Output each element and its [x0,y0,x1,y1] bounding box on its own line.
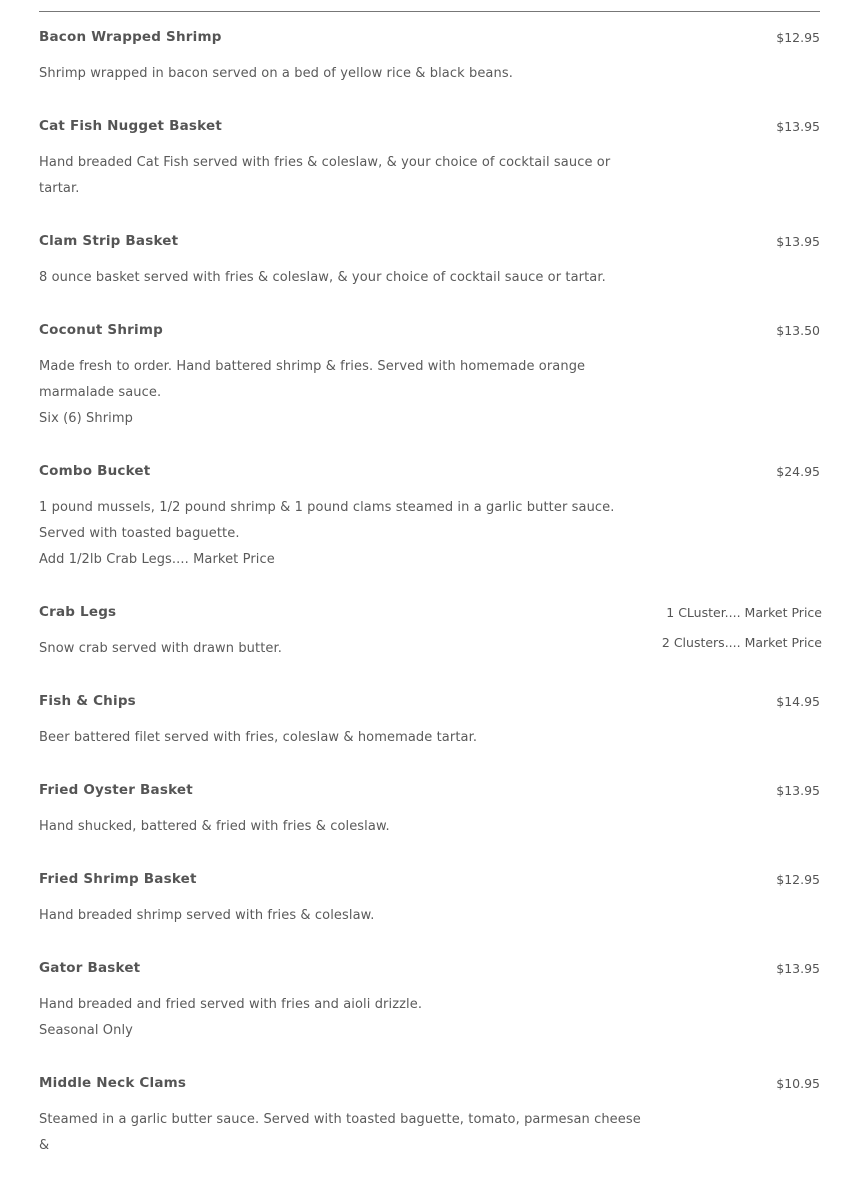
menu-item [39,28,820,87]
item-description-addon: Add 1/2lb Crab Legs.... Market Price [39,552,275,567]
item-price: $13.50 [776,323,820,338]
item-price: $10.95 [776,1076,820,1091]
item-price: $13.95 [776,783,820,798]
menu-item [39,781,820,840]
item-description: 1 pound mussels, 1/2 pound shrimp & 1 pound clams steamed in a garlic butter sauce. [39,500,615,515]
menu-item [39,603,820,662]
item-description: Shrimp wrapped in bacon served on a bed of yellow rice & black beans. [39,66,513,81]
menu-item [39,692,820,751]
item-name: Clam Strip Basket [39,233,179,249]
item-name: Crab Legs [39,604,117,620]
item-description: Beer battered filet served with fries, coleslaw & homemade tartar. [39,730,478,745]
menu-item [39,462,820,573]
item-price: $13.95 [776,119,820,134]
item-description: Made fresh to order. Hand battered shrimp & fries. Served with homemade orange marmalade sauce. [39,359,586,400]
item-description-note: Seasonal Only [39,1023,133,1038]
menu-list [39,28,820,1189]
item-name: Coconut Shrimp [39,322,163,338]
item-name: Middle Neck Clams [39,1075,187,1091]
item-name: Cat Fish Nugget Basket [39,118,222,134]
item-price: $12.95 [776,872,820,887]
item-price-options [662,603,822,663]
item-name: Fried Shrimp Basket [39,871,197,887]
item-name: Gator Basket [39,960,141,976]
item-price: $14.95 [776,694,820,709]
price-option: 1 CLuster.... Market Price [666,605,822,620]
item-description: Hand breaded shrimp served with fries & coleslaw. [39,908,375,923]
menu-item [39,321,820,432]
price-option: 2 Clusters.... Market Price [661,635,822,650]
item-description: Snow crab served with drawn butter. [39,641,282,656]
top-divider [39,11,820,12]
menu-item [39,232,820,291]
menu-item [39,1074,820,1159]
item-description: 8 ounce basket served with fries & coleslaw, & your choice of cocktail sauce or tartar. [39,270,606,285]
item-description: Hand breaded and fried served with fries and aioli drizzle. [39,997,423,1012]
item-description: Hand breaded Cat Fish served with fries & coleslaw, & your choice of cocktail sauce or tartar. [39,155,611,196]
menu-item [39,117,820,202]
item-price: $12.95 [776,30,820,45]
item-price: $13.95 [776,961,820,976]
menu-item [39,959,820,1044]
item-description-note: Six (6) Shrimp [39,411,133,426]
item-price: $24.95 [776,464,820,479]
menu-item [39,870,820,929]
item-name: Fried Oyster Basket [39,782,193,798]
item-description: Hand shucked, battered & fried with fries & coleslaw. [39,819,390,834]
item-price: $13.95 [776,234,820,249]
item-name: Combo Bucket [39,463,151,479]
item-name: Fish & Chips [39,693,136,709]
item-description-note: Served with toasted baguette. [39,526,240,541]
item-name: Bacon Wrapped Shrimp [39,29,222,45]
item-description: Steamed in a garlic butter sauce. Served with toasted baguette, tomato, parmesan cheese & [39,1112,641,1153]
